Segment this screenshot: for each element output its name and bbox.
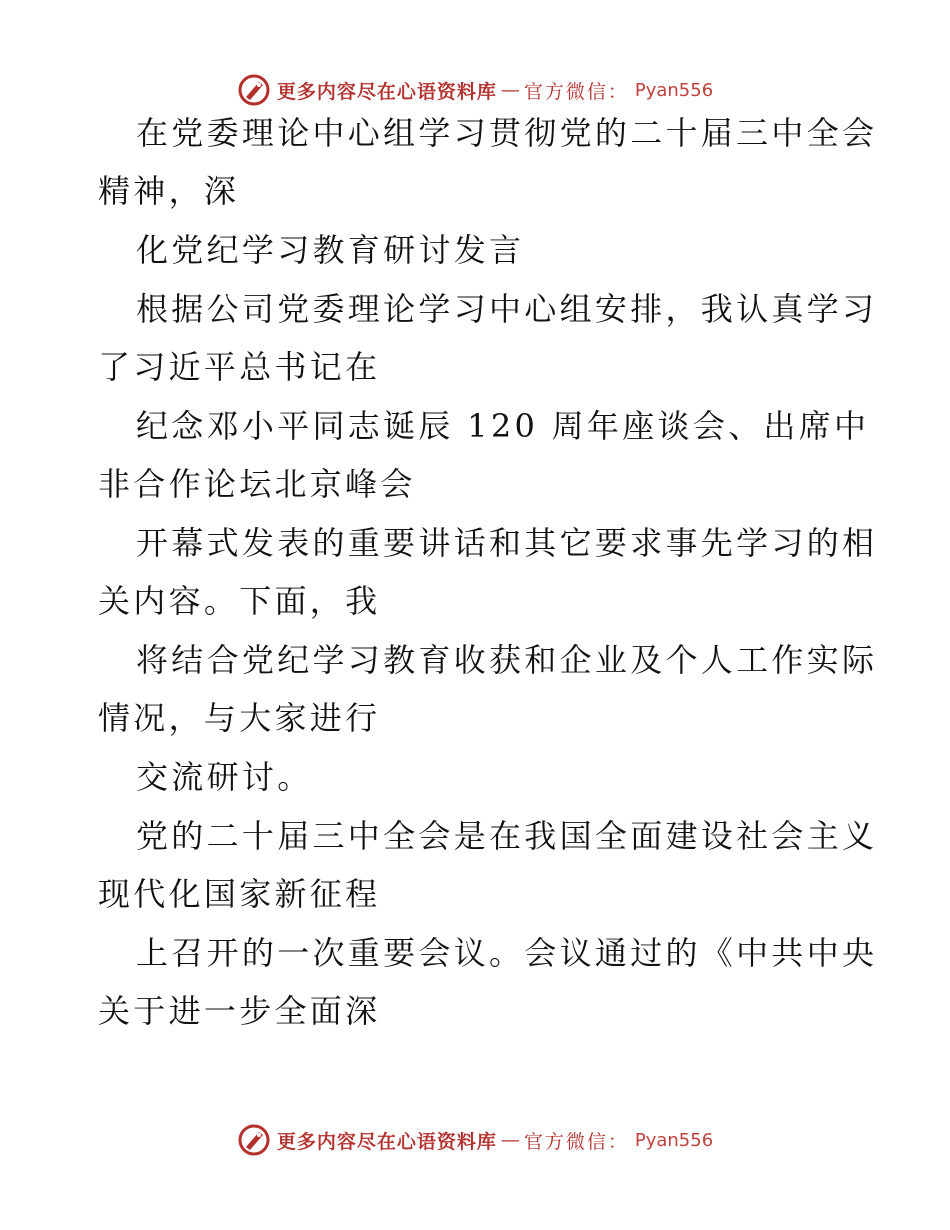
banner-wechat-label: 官方微信：: [523, 1130, 629, 1153]
paragraph-line: 开幕式发表的重要讲话和其它要求事先学习的相: [136, 524, 878, 562]
paragraph-line: 将结合党纪学习教育收获和企业及个人工作实际: [136, 641, 878, 679]
document-body: [98, 114, 878, 1030]
paragraph-line: 情况，与大家进行: [98, 699, 381, 737]
pen-logo-icon: [237, 73, 271, 107]
paragraph-line: 交流研讨。: [136, 758, 313, 796]
banner-brand-text: 更多内容尽在心语资料库: [276, 80, 497, 103]
paragraph-line: 现代化国家新征程: [98, 875, 381, 913]
paragraph-line: 化党纪学习教育研讨发言: [136, 231, 525, 269]
paragraph-line: 上召开的一次重要会议。会议通过的《中共中央: [136, 934, 878, 972]
paragraph-line: 根据公司党委理论学习中心组安排，我认真学习: [136, 290, 878, 328]
paragraph-line: 党的二十届三中全会是在我国全面建设社会主义: [136, 817, 878, 855]
banner-separator: —: [500, 1129, 520, 1151]
banner-wechat-label: 官方微信：: [523, 80, 629, 103]
paragraph-line: 了习近平总书记在: [98, 348, 381, 386]
banner-brand-text: 更多内容尽在心语资料库: [276, 1130, 497, 1153]
banner-wechat-id: Pyan556: [634, 79, 714, 101]
header-banner: [0, 68, 950, 112]
paragraph-line: 非合作论坛北京峰会: [98, 465, 416, 503]
paragraph-line: 纪念邓小平同志诞辰 120 周年座谈会、出席中: [136, 407, 870, 445]
paragraph-line: 关于进一步全面深: [98, 992, 381, 1030]
paragraph-line: 精神，深: [98, 172, 240, 210]
footer-banner: [0, 1118, 950, 1162]
paragraph-line: 在党委理论中心组学习贯彻党的二十届三中全会: [136, 114, 878, 152]
paragraph-line: 关内容。下面，我: [98, 582, 381, 620]
banner-separator: —: [500, 79, 520, 101]
pen-logo-icon: [237, 1123, 271, 1157]
banner-wechat-id: Pyan556: [634, 1129, 714, 1151]
